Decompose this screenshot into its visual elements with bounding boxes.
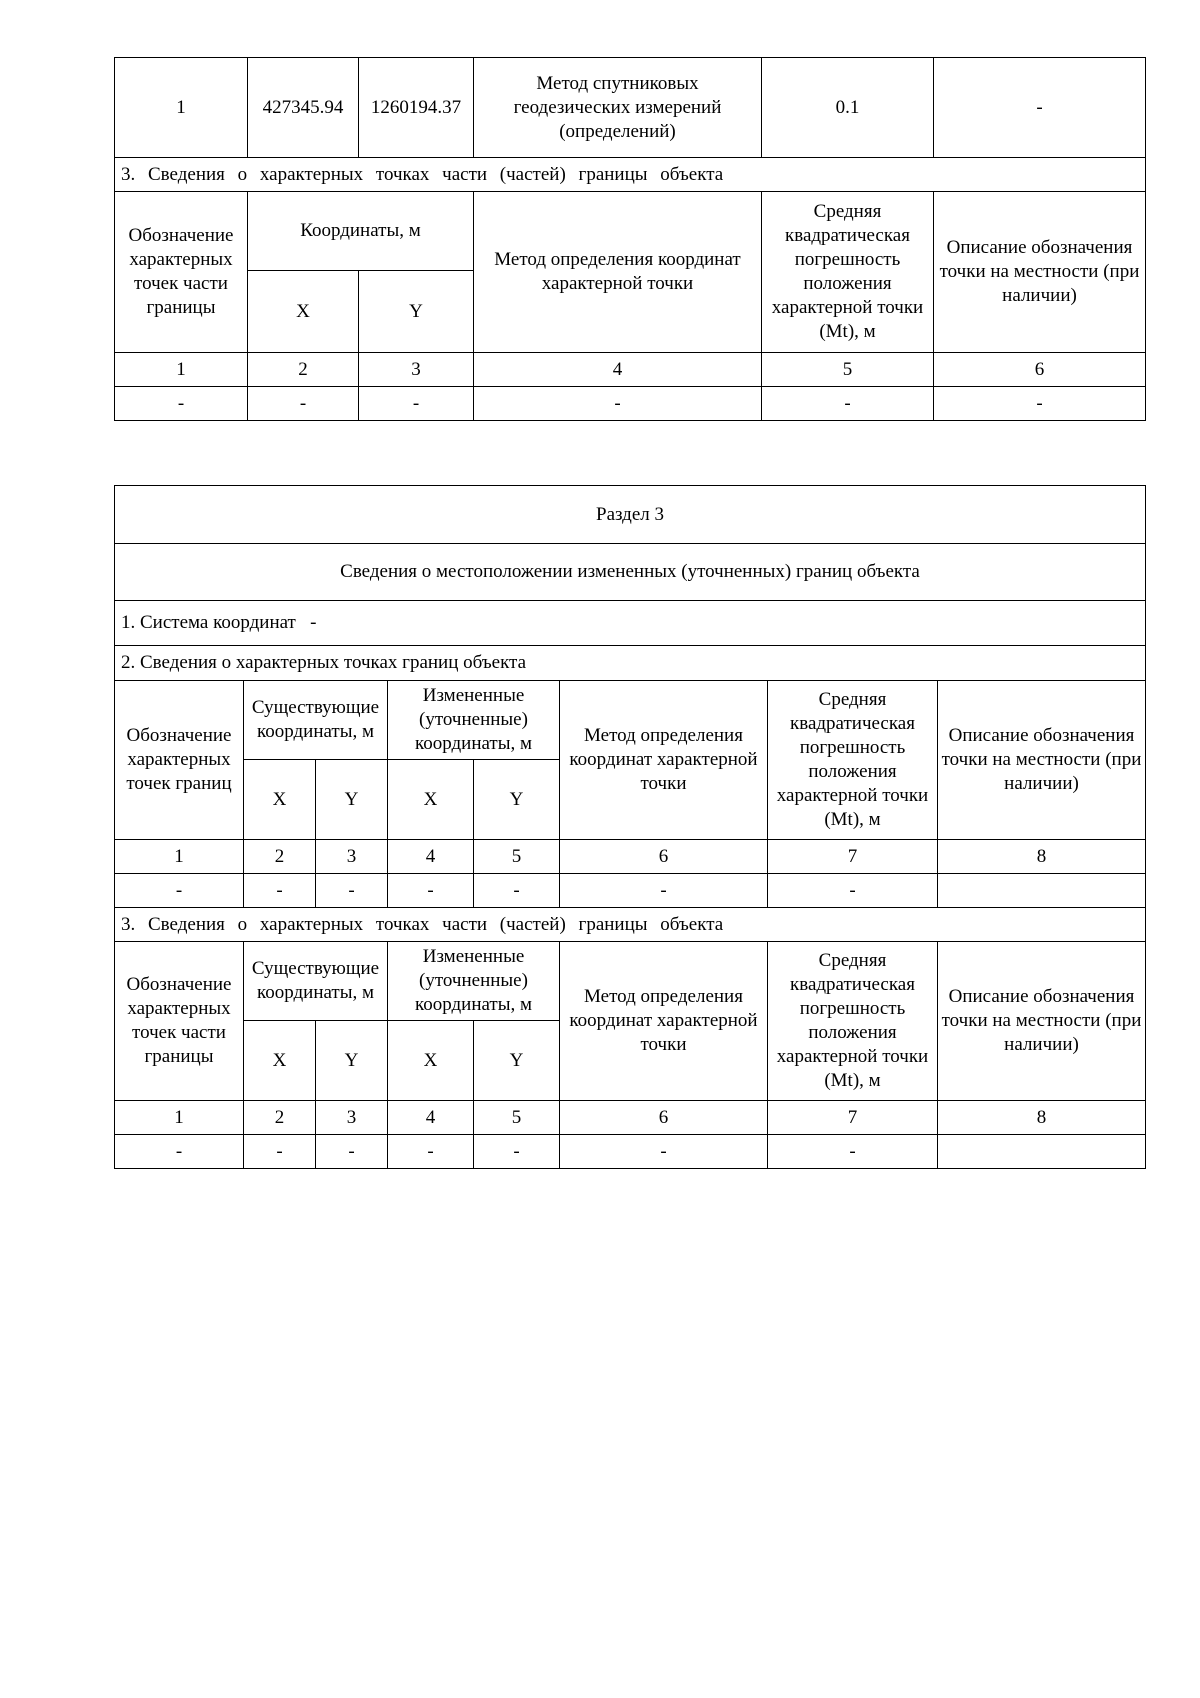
column-header-description: Описание обозначения точки на местности (при наличии) (938, 681, 1146, 840)
column-number-row (115, 353, 1146, 387)
table-cell: - (762, 387, 934, 421)
column-number: 2 (248, 353, 359, 387)
table-cell: - (316, 1135, 388, 1169)
table-row (115, 1135, 1146, 1169)
coordinate-system: 1. Система координат - (115, 601, 1146, 646)
column-header-coordinates: Координаты, м (248, 192, 474, 271)
column-header-x: X (244, 760, 316, 840)
method-value: Метод спутниковых геодезических измерений (определений) (474, 58, 762, 158)
table-cell: - (115, 387, 248, 421)
table-cell: - (248, 387, 359, 421)
section-title: Раздел 3 (115, 486, 1146, 544)
column-number: 5 (474, 840, 560, 874)
column-number-row (115, 840, 1146, 874)
column-header-method: Метод определения координат характерной точки (560, 942, 768, 1101)
column-header-method: Метод определения координат характерной точки (560, 681, 768, 840)
table-cell: - (560, 1135, 768, 1169)
column-header-designation: Обозначение характерных точек части границы (115, 942, 244, 1101)
column-number: 6 (560, 1101, 768, 1135)
column-header-changed-coordinates: Измененные (уточненные) координаты, м (388, 942, 560, 1021)
section-subtitle: Сведения о местоположении измененных (уточненных) границ объекта (115, 544, 1146, 601)
table-cell: - (388, 1135, 474, 1169)
column-header-designation: Обозначение характерных точек части границы (115, 192, 248, 353)
table-cell: - (474, 1135, 560, 1169)
table-cell: - (244, 1135, 316, 1169)
table-row (115, 387, 1146, 421)
column-header-method: Метод определения координат характерной точки (474, 192, 762, 353)
table-cell: - (115, 1135, 244, 1169)
part3-heading: 3. Сведения о характерных точках части (частей) границы объекта (115, 908, 1146, 942)
column-header-changed-coordinates: Измененные (уточненные) координаты, м (388, 681, 560, 760)
column-number: 6 (934, 353, 1146, 387)
column-number: 3 (316, 1101, 388, 1135)
table-cell: - (768, 1135, 938, 1169)
column-number: 1 (115, 840, 244, 874)
table-cell: - (934, 387, 1146, 421)
column-number: 6 (560, 840, 768, 874)
column-number: 1 (115, 353, 248, 387)
column-number: 4 (474, 353, 762, 387)
table-cell: - (474, 874, 560, 908)
column-header-y: Y (316, 1021, 388, 1101)
column-number: 8 (938, 1101, 1146, 1135)
column-number: 3 (359, 353, 474, 387)
point-number: 1 (115, 58, 248, 158)
table-cell: - (316, 874, 388, 908)
parts-boundary-points-table (114, 57, 1146, 421)
part2-heading: 2. Сведения о характерных точках границ объекта (115, 646, 1146, 681)
column-header-y: Y (316, 760, 388, 840)
column-header-y: Y (474, 760, 560, 840)
section-3-table (114, 485, 1146, 1169)
column-number: 7 (768, 1101, 938, 1135)
table-cell: - (474, 387, 762, 421)
column-header-y: Y (474, 1021, 560, 1101)
column-number: 2 (244, 1101, 316, 1135)
table-row (115, 58, 1146, 158)
table-cell: - (244, 874, 316, 908)
table-cell: - (115, 874, 244, 908)
y-value: 1260194.37 (359, 58, 474, 158)
column-header-y: Y (359, 271, 474, 353)
x-value: 427345.94 (248, 58, 359, 158)
column-header-x: X (388, 1021, 474, 1101)
column-header-designation: Обозначение характерных точек границ (115, 681, 244, 840)
column-number: 8 (938, 840, 1146, 874)
column-number: 7 (768, 840, 938, 874)
column-header-error: Средняя квадратическая погрешность положения характерной точки (Mt), м (762, 192, 934, 353)
table-cell (938, 874, 1146, 908)
column-number: 4 (388, 1101, 474, 1135)
column-header-error: Средняя квадратическая погрешность положения характерной точки (Mt), м (768, 681, 938, 840)
table-cell: - (359, 387, 474, 421)
table-cell: - (768, 874, 938, 908)
column-header-description: Описание обозначения точки на местности (при наличии) (934, 192, 1146, 353)
table-cell (938, 1135, 1146, 1169)
column-header-x: X (248, 271, 359, 353)
column-number: 5 (474, 1101, 560, 1135)
description-value: - (934, 58, 1146, 158)
column-header-x: X (244, 1021, 316, 1101)
column-number: 3 (316, 840, 388, 874)
column-header-error: Средняя квадратическая погрешность положения характерной точки (Mt), м (768, 942, 938, 1101)
table-cell: - (388, 874, 474, 908)
column-number: 1 (115, 1101, 244, 1135)
table-cell: - (560, 874, 768, 908)
table-row (115, 874, 1146, 908)
column-header-x: X (388, 760, 474, 840)
error-value: 0.1 (762, 58, 934, 158)
column-number-row (115, 1101, 1146, 1135)
column-number: 4 (388, 840, 474, 874)
section-heading: 3. Сведения о характерных точках части (частей) границы объекта (115, 158, 1146, 192)
column-header-description: Описание обозначения точки на местности (при наличии) (938, 942, 1146, 1101)
column-header-existing-coordinates: Существующие координаты, м (244, 681, 388, 760)
column-number: 2 (244, 840, 316, 874)
column-header-existing-coordinates: Существующие координаты, м (244, 942, 388, 1021)
column-number: 5 (762, 353, 934, 387)
